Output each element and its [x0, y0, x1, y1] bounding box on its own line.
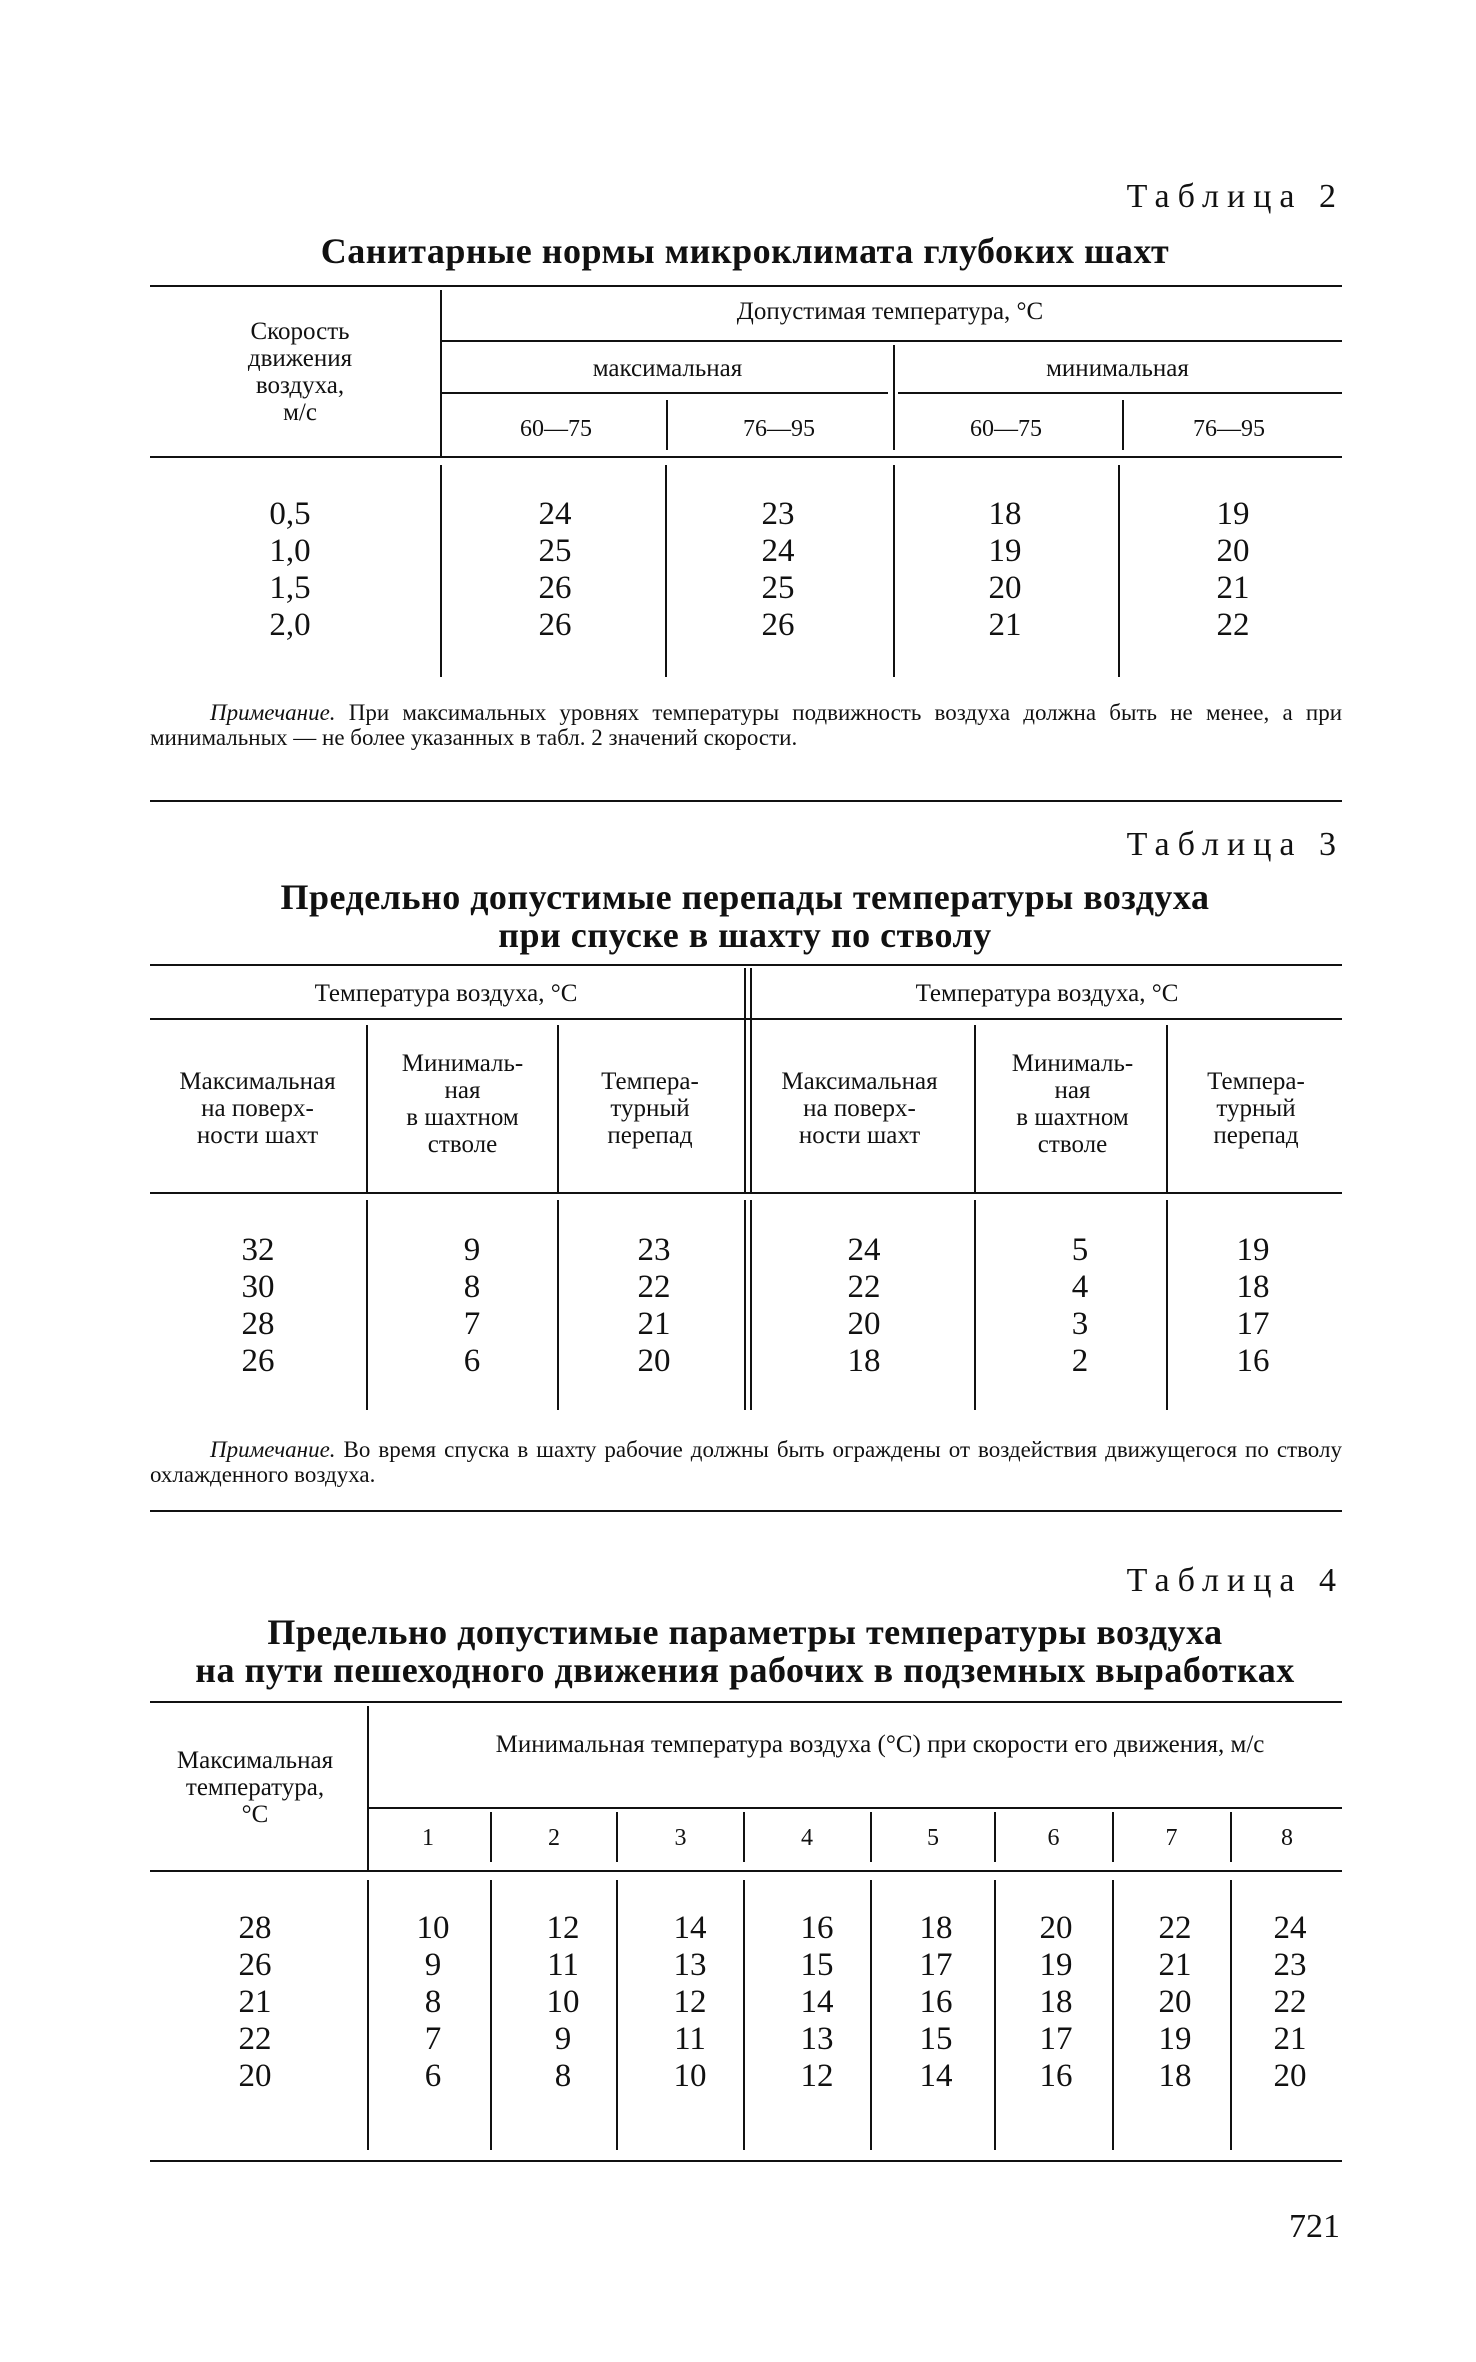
table4-title: Предельно допустимые параметры температуры воздуха на пути пешеходного движения рабочих в подземных выработках [195, 1612, 1295, 1690]
table3-colhead-diff: Темпера- турный перепад [1207, 1068, 1305, 1149]
table4-speed: 1 [422, 1825, 434, 1851]
table4-col-max-temp: 28 26 21 22 20 [238, 1910, 272, 2094]
table4-speed: 7 [1165, 1825, 1178, 1851]
table4-speed: 5 [927, 1825, 939, 1851]
table3-colhead-max: Максимальная на поверх- ности шахт [179, 1068, 336, 1149]
table3-col-shaft-min: 5 4 3 2 [1071, 1232, 1089, 1379]
table3-label: Таблица 3 [1126, 826, 1344, 863]
table3-colhead-min: Минималь- ная в шахтном стволе [1011, 1050, 1134, 1158]
table2-range: 76—95 [743, 416, 815, 442]
table4-col-speed-6: 20 19 18 17 16 [1039, 1910, 1073, 2094]
table4-col-speed-2: 12 11 10 9 8 [546, 1910, 580, 2094]
table4-speed: 2 [548, 1825, 560, 1851]
table2-col-min-76-95: 19 20 21 22 [1216, 496, 1250, 643]
table3-title: Предельно допустимые перепады температуры воздуха при спуске в шахту по стволу [280, 877, 1210, 955]
table3-col-shaft-min: 9 8 7 6 [463, 1232, 481, 1379]
table2-col-max-76-95: 23 24 25 26 [761, 496, 795, 643]
table3-col-surface-max: 24 22 20 18 [847, 1232, 881, 1379]
table4-speed: 6 [1047, 1825, 1060, 1851]
table3-col-diff: 19 18 17 16 [1236, 1232, 1270, 1379]
table4-col-speed-3: 14 13 12 11 10 [673, 1910, 707, 2094]
table2-range: 60—75 [970, 416, 1042, 442]
table2-row-header: Скорость движения воздуха, м/с [247, 318, 353, 426]
table2-top-rule [150, 285, 1342, 287]
table3-colhead-min: Минималь- ная в шахтном стволе [401, 1050, 524, 1158]
table2-group-header: Допустимая температура, °С [736, 298, 1044, 325]
table3-col-surface-max: 32 30 28 26 [241, 1232, 275, 1379]
table2-col-max-60-75: 24 25 26 26 [538, 496, 572, 643]
table4-speed: 3 [674, 1825, 687, 1851]
table2-range: 76—95 [1193, 416, 1265, 442]
table4-col-speed-8: 24 23 22 21 20 [1273, 1910, 1307, 2094]
table3-group-header-right: Температура воздуха, °С [915, 980, 1179, 1007]
table2-col-speed: 0,5 1,0 1,5 2,0 [269, 496, 311, 643]
table4-col-speed-1: 10 9 8 7 6 [416, 1910, 450, 2094]
table4-speed: 8 [1281, 1825, 1293, 1851]
table3-group-header-left: Температура воздуха, °С [314, 980, 578, 1007]
table2-col-min-60-75: 18 19 20 21 [988, 496, 1022, 643]
page-number: 721 [1289, 2208, 1340, 2245]
table3-col-diff: 23 22 21 20 [637, 1232, 671, 1379]
table4-col-speed-5: 18 17 16 15 14 [919, 1910, 953, 2094]
table2-range: 60—75 [520, 416, 592, 442]
table2-subgroup-max: максимальная [592, 355, 743, 382]
table4-col-speed-7: 22 21 20 19 18 [1158, 1910, 1192, 2094]
table4-row-header: Максимальная температура, °С [176, 1747, 334, 1828]
table3-colhead-diff: Темпера- турный перепад [601, 1068, 699, 1149]
table2-note: Примечание. При максимальных уровнях температуры подвижность воздуха должна быть не менее, а при минимальных — не более указанных в табл. 2 значений скорости. [150, 700, 1342, 750]
table3-note: Примечание. Во время спуска в шахту рабочие должны быть ограждены от воздействия движущегося по стволу охлажденного воздуха. [150, 1437, 1342, 1487]
table2-subgroup-min: минимальная [1046, 355, 1189, 382]
table4-col-speed-4: 16 15 14 13 12 [800, 1910, 834, 2094]
table4-label: Таблица 4 [1126, 1562, 1344, 1599]
table3-colhead-max: Максимальная на поверх- ности шахт [781, 1068, 938, 1149]
table2-label: Таблица 2 [1126, 178, 1344, 215]
table4-speed: 4 [801, 1825, 813, 1851]
table4-group-header: Минимальная температура воздуха (°С) при скорости его движения, м/с [495, 1731, 1265, 1758]
table2-title: Санитарные нормы микроклимата глубоких шахт [320, 231, 1170, 271]
